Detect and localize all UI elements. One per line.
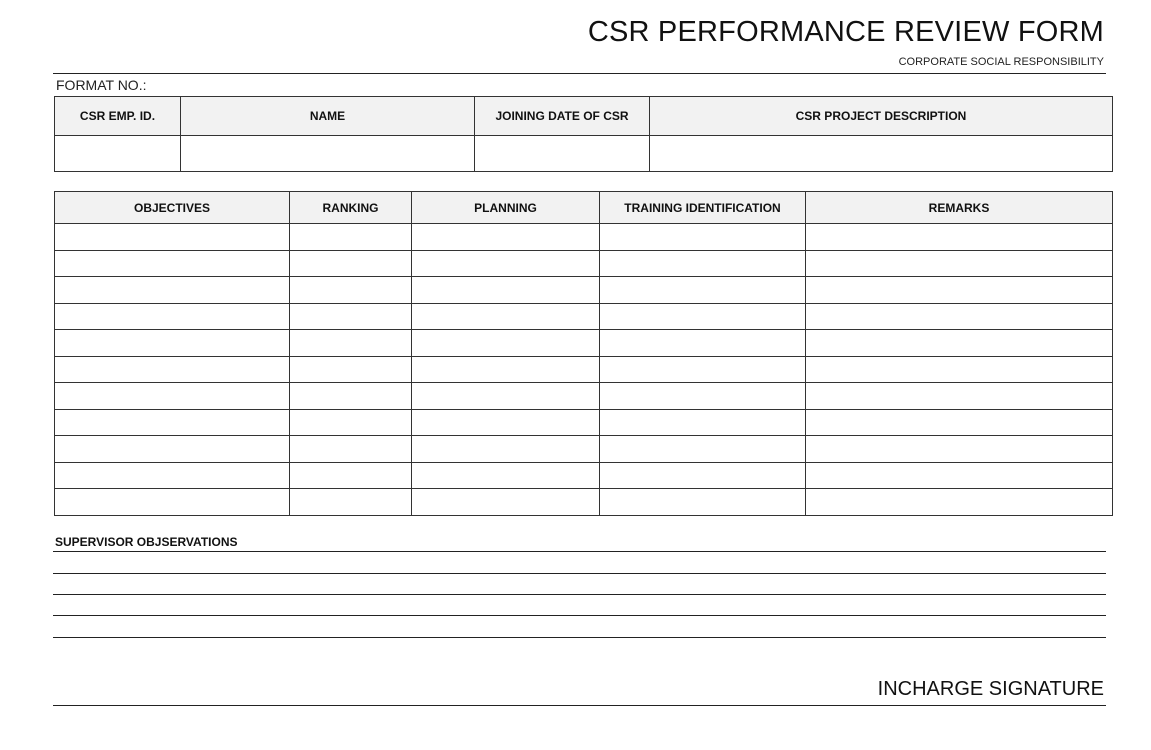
observation-line[interactable]: [53, 637, 1106, 638]
ranking-cell[interactable]: [290, 462, 412, 489]
observation-line[interactable]: [53, 573, 1106, 574]
training-cell[interactable]: [600, 489, 806, 516]
training-cell[interactable]: [600, 277, 806, 304]
review-col-header: TRAINING IDENTIFICATION: [600, 192, 806, 224]
objective-cell[interactable]: [55, 330, 290, 357]
format-number-label: FORMAT NO.:: [56, 77, 147, 93]
table-row: [55, 303, 1113, 330]
table-row: [55, 356, 1113, 383]
training-cell[interactable]: [600, 356, 806, 383]
signature-line[interactable]: [53, 705, 1106, 706]
remarks-cell[interactable]: [806, 383, 1113, 410]
info-col-header: JOINING DATE OF CSR: [475, 97, 650, 136]
remarks-cell[interactable]: [806, 330, 1113, 357]
ranking-cell[interactable]: [290, 409, 412, 436]
remarks-cell[interactable]: [806, 489, 1113, 516]
performance-review-table: [54, 191, 1113, 516]
remarks-cell[interactable]: [806, 303, 1113, 330]
remarks-cell[interactable]: [806, 409, 1113, 436]
review-col-header: RANKING: [290, 192, 412, 224]
info-col-header: CSR EMP. ID.: [55, 97, 181, 136]
ranking-cell[interactable]: [290, 489, 412, 516]
review-header-row: [55, 192, 1113, 224]
planning-cell[interactable]: [412, 224, 600, 251]
planning-cell[interactable]: [412, 436, 600, 463]
training-cell[interactable]: [600, 224, 806, 251]
remarks-cell[interactable]: [806, 224, 1113, 251]
remarks-cell[interactable]: [806, 462, 1113, 489]
planning-cell[interactable]: [412, 409, 600, 436]
info-header-row: [55, 97, 1113, 136]
planning-cell[interactable]: [412, 277, 600, 304]
name-cell[interactable]: [181, 136, 475, 172]
table-row: [55, 383, 1113, 410]
ranking-cell[interactable]: [290, 356, 412, 383]
remarks-cell[interactable]: [806, 250, 1113, 277]
training-cell[interactable]: [600, 303, 806, 330]
ranking-cell[interactable]: [290, 277, 412, 304]
table-row: [55, 462, 1113, 489]
table-row: [55, 436, 1113, 463]
table-row: [55, 277, 1113, 304]
objective-cell[interactable]: [55, 383, 290, 410]
ranking-cell[interactable]: [290, 224, 412, 251]
table-row: [55, 330, 1113, 357]
objective-cell[interactable]: [55, 409, 290, 436]
emp-id-cell[interactable]: [55, 136, 181, 172]
training-cell[interactable]: [600, 462, 806, 489]
training-cell[interactable]: [600, 409, 806, 436]
planning-cell[interactable]: [412, 356, 600, 383]
observation-line[interactable]: [53, 594, 1106, 595]
ranking-cell[interactable]: [290, 303, 412, 330]
objective-cell[interactable]: [55, 436, 290, 463]
project-description-cell[interactable]: [650, 136, 1113, 172]
objective-cell[interactable]: [55, 277, 290, 304]
objective-cell[interactable]: [55, 462, 290, 489]
supervisor-label-rule: [53, 551, 1106, 552]
planning-cell[interactable]: [412, 462, 600, 489]
training-cell[interactable]: [600, 383, 806, 410]
planning-cell[interactable]: [412, 330, 600, 357]
info-entry-row: [55, 136, 1113, 172]
table-row: [55, 409, 1113, 436]
training-cell[interactable]: [600, 436, 806, 463]
ranking-cell[interactable]: [290, 250, 412, 277]
ranking-cell[interactable]: [290, 436, 412, 463]
ranking-cell[interactable]: [290, 330, 412, 357]
observation-line[interactable]: [53, 615, 1106, 616]
remarks-cell[interactable]: [806, 356, 1113, 383]
planning-cell[interactable]: [412, 383, 600, 410]
info-col-header: CSR PROJECT DESCRIPTION: [650, 97, 1113, 136]
joining-date-cell[interactable]: [475, 136, 650, 172]
planning-cell[interactable]: [412, 250, 600, 277]
training-cell[interactable]: [600, 250, 806, 277]
planning-cell[interactable]: [412, 489, 600, 516]
remarks-cell[interactable]: [806, 277, 1113, 304]
supervisor-observations-label: SUPERVISOR OBJSERVATIONS: [55, 535, 238, 549]
table-row: [55, 224, 1113, 251]
table-row: [55, 489, 1113, 516]
training-cell[interactable]: [600, 330, 806, 357]
info-col-header: NAME: [181, 97, 475, 136]
employee-info-table: [54, 96, 1113, 172]
table-row: [55, 250, 1113, 277]
page-subtitle: CORPORATE SOCIAL RESPONSIBILITY: [898, 56, 1104, 68]
objective-cell[interactable]: [55, 356, 290, 383]
planning-cell[interactable]: [412, 303, 600, 330]
remarks-cell[interactable]: [806, 436, 1113, 463]
objective-cell[interactable]: [55, 224, 290, 251]
review-col-header: OBJECTIVES: [55, 192, 290, 224]
page-title: CSR PERFORMANCE REVIEW FORM: [587, 16, 1104, 48]
incharge-signature-label: INCHARGE SIGNATURE: [877, 678, 1104, 700]
ranking-cell[interactable]: [290, 383, 412, 410]
objective-cell[interactable]: [55, 250, 290, 277]
objective-cell[interactable]: [55, 489, 290, 516]
review-col-header: REMARKS: [806, 192, 1113, 224]
review-col-header: PLANNING: [412, 192, 600, 224]
header-rule: [53, 73, 1106, 74]
objective-cell[interactable]: [55, 303, 290, 330]
